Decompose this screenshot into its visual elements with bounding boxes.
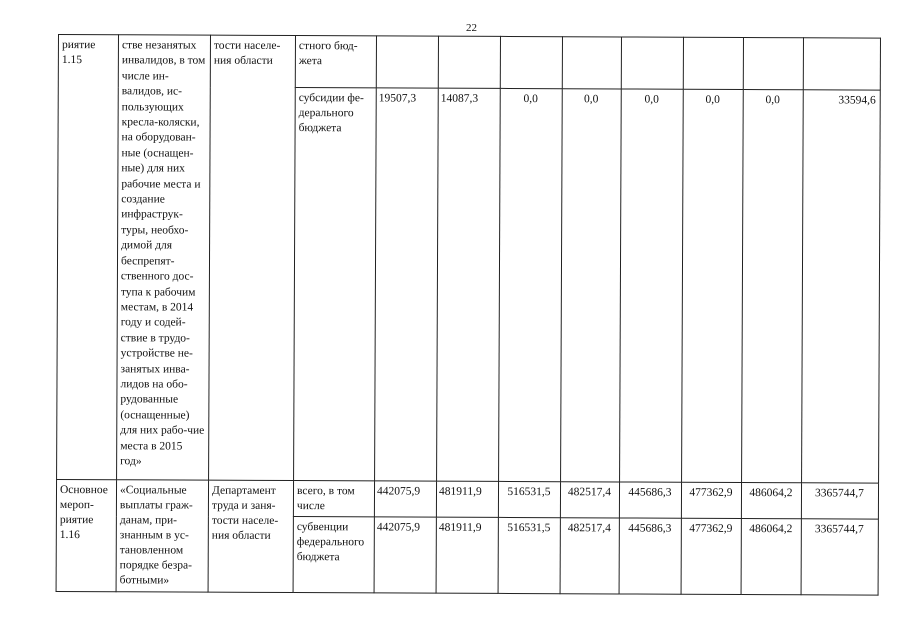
funding-source-cell: всего, в том числе <box>293 481 374 517</box>
value-cell: 481911,9 <box>436 481 498 517</box>
value-cell: 3365744,7 <box>801 519 878 595</box>
value-cell: 0,0 <box>742 89 804 482</box>
value-cell <box>562 37 621 89</box>
value-cell <box>621 37 683 89</box>
value-cell: 482517,4 <box>560 518 619 594</box>
value-cell <box>438 36 500 88</box>
value-cell: 486064,2 <box>741 482 801 518</box>
value-cell: 3365744,7 <box>801 483 878 519</box>
value-cell: 0,0 <box>499 88 563 481</box>
value-cell: 477362,9 <box>681 518 741 594</box>
event-name-cell: стве незанятых инвалидов, в том числе ин-валидов, ис-пользующих кресла-коляски, на оборудован-ные (оснащен-ные) для них рабочие места и создание инфраструк-туры, необхо-димой для беспрепят-ственного дос-тупа к рабочим местам, в 2014 году и содей-ствие в трудо-устройстве не-занятых инва-лидов на обо-рудованные (оснащенные) для них рабо-чие места в 2015 год» <box>117 35 211 480</box>
value-cell: 445686,3 <box>619 518 681 594</box>
value-cell: 0,0 <box>561 89 622 482</box>
value-cell: 442075,9 <box>374 517 436 593</box>
funding-source-cell: субвенции федерального бюджета <box>293 517 374 593</box>
event-name-cell: «Социальные выплаты граж-данам, при-знанным в ус-тановленном порядке безра-ботными» <box>116 480 208 592</box>
value-cell: 19507,3 <box>375 88 439 481</box>
value-cell: 481911,9 <box>436 517 498 593</box>
value-cell: 516531,5 <box>498 517 560 593</box>
value-cell <box>803 38 880 90</box>
value-cell: 482517,4 <box>560 482 619 518</box>
value-cell: 0,0 <box>682 89 744 482</box>
budget-table <box>56 34 881 596</box>
value-cell: 14087,3 <box>437 88 501 481</box>
table-row <box>58 35 880 91</box>
funding-source-cell: субсидии фе- дерального бюджета <box>294 88 377 481</box>
funding-source-cell: стного бюд- жета <box>295 36 376 88</box>
value-cell: 516531,5 <box>498 481 560 517</box>
executor-cell: Департамент труда и заня- тости населе- ния области <box>208 480 293 592</box>
table-row <box>56 479 878 519</box>
value-cell: 33594,6 <box>802 90 881 483</box>
value-cell <box>683 37 743 89</box>
event-code-cell: Основное мероп- риятие 1.16 <box>56 479 116 591</box>
value-cell: 442075,9 <box>374 481 436 517</box>
value-cell <box>500 36 562 88</box>
value-cell: 477362,9 <box>681 482 741 518</box>
value-cell <box>743 37 803 89</box>
value-cell <box>376 36 438 88</box>
executor-cell: тости населе- ния области <box>209 35 296 480</box>
value-cell: 445686,3 <box>619 482 681 518</box>
event-code-cell: риятие 1.15 <box>57 35 119 480</box>
page-number: 22 <box>466 22 477 34</box>
value-cell: 486064,2 <box>741 518 801 594</box>
value-cell: 0,0 <box>620 89 684 482</box>
